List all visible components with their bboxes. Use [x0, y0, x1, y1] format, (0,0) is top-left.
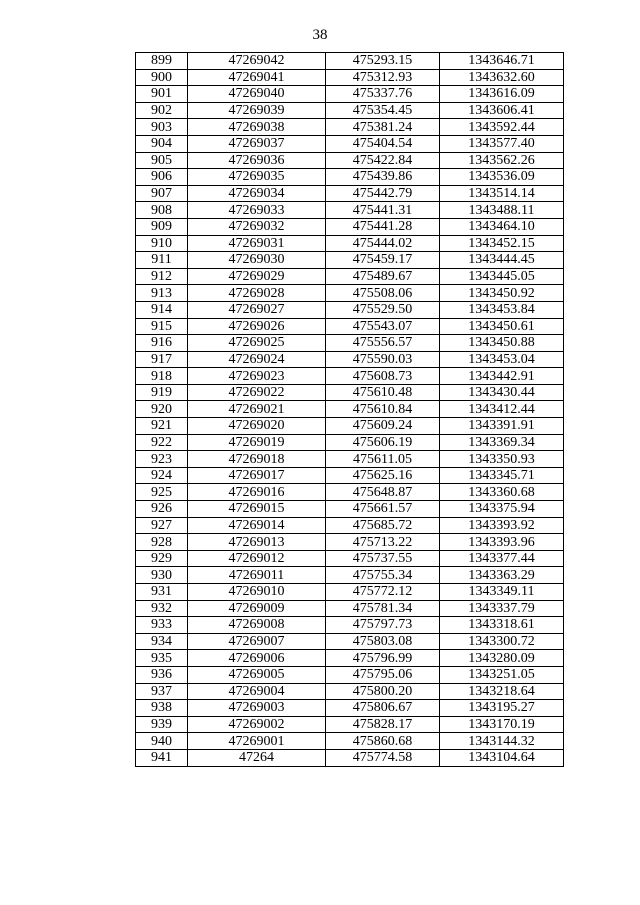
row-number-cell: 920	[136, 401, 188, 418]
y-coordinate-cell: 1343444.45	[440, 252, 564, 269]
y-coordinate-cell: 1343646.71	[440, 53, 564, 70]
row-number-cell: 932	[136, 600, 188, 617]
x-coordinate-cell: 475713.22	[326, 534, 440, 551]
point-id-cell: 47269015	[188, 501, 326, 518]
point-id-cell: 47269030	[188, 252, 326, 269]
row-number-cell: 910	[136, 235, 188, 252]
y-coordinate-cell: 1343393.96	[440, 534, 564, 551]
table-row	[136, 384, 564, 401]
x-coordinate-cell: 475685.72	[326, 517, 440, 534]
row-number-cell: 924	[136, 467, 188, 484]
y-coordinate-cell: 1343369.34	[440, 434, 564, 451]
row-number-cell: 934	[136, 633, 188, 650]
y-coordinate-cell: 1343453.04	[440, 351, 564, 368]
x-coordinate-cell: 475610.84	[326, 401, 440, 418]
x-coordinate-cell: 475444.02	[326, 235, 440, 252]
table-row	[136, 53, 564, 70]
row-number-cell: 914	[136, 301, 188, 318]
row-number-cell: 908	[136, 202, 188, 219]
table-row	[136, 451, 564, 468]
y-coordinate-cell: 1343195.27	[440, 700, 564, 717]
y-coordinate-cell: 1343562.26	[440, 152, 564, 169]
x-coordinate-cell: 475828.17	[326, 716, 440, 733]
point-id-cell: 47269036	[188, 152, 326, 169]
point-id-cell: 47269027	[188, 301, 326, 318]
coordinates-table	[135, 52, 564, 767]
table-row	[136, 733, 564, 750]
y-coordinate-cell: 1343412.44	[440, 401, 564, 418]
point-id-cell: 47269022	[188, 384, 326, 401]
table-row	[136, 550, 564, 567]
x-coordinate-cell: 475800.20	[326, 683, 440, 700]
y-coordinate-cell: 1343450.61	[440, 318, 564, 335]
y-coordinate-cell: 1343360.68	[440, 484, 564, 501]
row-number-cell: 912	[136, 268, 188, 285]
x-coordinate-cell: 475404.54	[326, 135, 440, 152]
table-row	[136, 218, 564, 235]
y-coordinate-cell: 1343363.29	[440, 567, 564, 584]
row-number-cell: 917	[136, 351, 188, 368]
y-coordinate-cell: 1343349.11	[440, 584, 564, 601]
table-row	[136, 434, 564, 451]
table-row	[136, 69, 564, 86]
table-row	[136, 335, 564, 352]
y-coordinate-cell: 1343393.92	[440, 517, 564, 534]
y-coordinate-cell: 1343464.10	[440, 218, 564, 235]
y-coordinate-cell: 1343445.05	[440, 268, 564, 285]
y-coordinate-cell: 1343391.91	[440, 418, 564, 435]
table-row	[136, 401, 564, 418]
x-coordinate-cell: 475610.48	[326, 384, 440, 401]
row-number-cell: 935	[136, 650, 188, 667]
row-number-cell: 929	[136, 550, 188, 567]
y-coordinate-cell: 1343514.14	[440, 185, 564, 202]
point-id-cell: 47269042	[188, 53, 326, 70]
x-coordinate-cell: 475556.57	[326, 335, 440, 352]
row-number-cell: 933	[136, 617, 188, 634]
x-coordinate-cell: 475441.28	[326, 218, 440, 235]
row-number-cell: 903	[136, 119, 188, 136]
page-number: 38	[312, 27, 328, 43]
y-coordinate-cell: 1343144.32	[440, 733, 564, 750]
y-coordinate-cell: 1343452.15	[440, 235, 564, 252]
row-number-cell: 906	[136, 169, 188, 186]
y-coordinate-cell: 1343350.93	[440, 451, 564, 468]
y-coordinate-cell: 1343280.09	[440, 650, 564, 667]
table-row	[136, 617, 564, 634]
table-row	[136, 301, 564, 318]
table-row	[136, 683, 564, 700]
row-number-cell: 907	[136, 185, 188, 202]
table-row	[136, 633, 564, 650]
table-row	[136, 268, 564, 285]
point-id-cell: 47269035	[188, 169, 326, 186]
row-number-cell: 927	[136, 517, 188, 534]
row-number-cell: 900	[136, 69, 188, 86]
point-id-cell: 47269037	[188, 135, 326, 152]
x-coordinate-cell: 475625.16	[326, 467, 440, 484]
y-coordinate-cell: 1343218.64	[440, 683, 564, 700]
point-id-cell: 47269008	[188, 617, 326, 634]
table-row	[136, 567, 564, 584]
point-id-cell: 47269004	[188, 683, 326, 700]
point-id-cell: 47269010	[188, 584, 326, 601]
y-coordinate-cell: 1343318.61	[440, 617, 564, 634]
table-row	[136, 534, 564, 551]
table-row	[136, 501, 564, 518]
table-row	[136, 700, 564, 717]
x-coordinate-cell: 475422.84	[326, 152, 440, 169]
point-id-cell: 47269005	[188, 666, 326, 683]
row-number-cell: 916	[136, 335, 188, 352]
row-number-cell: 931	[136, 584, 188, 601]
x-coordinate-cell: 475442.79	[326, 185, 440, 202]
point-id-cell: 47269031	[188, 235, 326, 252]
x-coordinate-cell: 475796.99	[326, 650, 440, 667]
point-id-cell: 47269034	[188, 185, 326, 202]
table-row	[136, 517, 564, 534]
row-number-cell: 902	[136, 102, 188, 119]
table-row	[136, 749, 564, 766]
table-row	[136, 152, 564, 169]
point-id-cell: 47269012	[188, 550, 326, 567]
table-row	[136, 185, 564, 202]
row-number-cell: 905	[136, 152, 188, 169]
row-number-cell: 926	[136, 501, 188, 518]
point-id-cell: 47269007	[188, 633, 326, 650]
y-coordinate-cell: 1343442.91	[440, 368, 564, 385]
point-id-cell: 47269017	[188, 467, 326, 484]
x-coordinate-cell: 475803.08	[326, 633, 440, 650]
point-id-cell: 47269020	[188, 418, 326, 435]
point-id-cell: 47269002	[188, 716, 326, 733]
point-id-cell: 47269009	[188, 600, 326, 617]
table-row	[136, 368, 564, 385]
table-row	[136, 467, 564, 484]
row-number-cell: 922	[136, 434, 188, 451]
row-number-cell: 936	[136, 666, 188, 683]
x-coordinate-cell: 475312.93	[326, 69, 440, 86]
x-coordinate-cell: 475608.73	[326, 368, 440, 385]
row-number-cell: 915	[136, 318, 188, 335]
x-coordinate-cell: 475606.19	[326, 434, 440, 451]
x-coordinate-cell: 475661.57	[326, 501, 440, 518]
x-coordinate-cell: 475543.07	[326, 318, 440, 335]
row-number-cell: 939	[136, 716, 188, 733]
x-coordinate-cell: 475781.34	[326, 600, 440, 617]
y-coordinate-cell: 1343450.88	[440, 335, 564, 352]
table-row	[136, 169, 564, 186]
x-coordinate-cell: 475590.03	[326, 351, 440, 368]
table-row	[136, 285, 564, 302]
y-coordinate-cell: 1343488.11	[440, 202, 564, 219]
row-number-cell: 899	[136, 53, 188, 70]
x-coordinate-cell: 475772.12	[326, 584, 440, 601]
x-coordinate-cell: 475439.86	[326, 169, 440, 186]
table-row	[136, 716, 564, 733]
row-number-cell: 930	[136, 567, 188, 584]
table-row	[136, 584, 564, 601]
row-number-cell: 919	[136, 384, 188, 401]
table-row	[136, 666, 564, 683]
y-coordinate-cell: 1343450.92	[440, 285, 564, 302]
y-coordinate-cell: 1343606.41	[440, 102, 564, 119]
x-coordinate-cell: 475737.55	[326, 550, 440, 567]
coordinates-table-body	[136, 53, 564, 767]
x-coordinate-cell: 475795.06	[326, 666, 440, 683]
point-id-cell: 47269001	[188, 733, 326, 750]
point-id-cell: 47269029	[188, 268, 326, 285]
x-coordinate-cell: 475648.87	[326, 484, 440, 501]
x-coordinate-cell: 475774.58	[326, 749, 440, 766]
row-number-cell: 918	[136, 368, 188, 385]
table-row	[136, 484, 564, 501]
x-coordinate-cell: 475860.68	[326, 733, 440, 750]
row-number-cell: 901	[136, 86, 188, 103]
y-coordinate-cell: 1343104.64	[440, 749, 564, 766]
table-row	[136, 318, 564, 335]
x-coordinate-cell: 475489.67	[326, 268, 440, 285]
row-number-cell: 925	[136, 484, 188, 501]
x-coordinate-cell: 475441.31	[326, 202, 440, 219]
row-number-cell: 904	[136, 135, 188, 152]
row-number-cell: 921	[136, 418, 188, 435]
point-id-cell: 47269033	[188, 202, 326, 219]
table-row	[136, 86, 564, 103]
x-coordinate-cell: 475381.24	[326, 119, 440, 136]
point-id-cell: 47269011	[188, 567, 326, 584]
point-id-cell: 47269014	[188, 517, 326, 534]
point-id-cell: 47269021	[188, 401, 326, 418]
point-id-cell: 47269041	[188, 69, 326, 86]
row-number-cell: 909	[136, 218, 188, 235]
row-number-cell: 911	[136, 252, 188, 269]
point-id-cell: 47264	[188, 749, 326, 766]
point-id-cell: 47269018	[188, 451, 326, 468]
table-row	[136, 418, 564, 435]
point-id-cell: 47269016	[188, 484, 326, 501]
table-row	[136, 202, 564, 219]
y-coordinate-cell: 1343375.94	[440, 501, 564, 518]
table-row	[136, 235, 564, 252]
point-id-cell: 47269026	[188, 318, 326, 335]
point-id-cell: 47269028	[188, 285, 326, 302]
table-row	[136, 600, 564, 617]
table-row	[136, 351, 564, 368]
y-coordinate-cell: 1343377.44	[440, 550, 564, 567]
table-row	[136, 135, 564, 152]
point-id-cell: 47269024	[188, 351, 326, 368]
point-id-cell: 47269013	[188, 534, 326, 551]
x-coordinate-cell: 475609.24	[326, 418, 440, 435]
y-coordinate-cell: 1343170.19	[440, 716, 564, 733]
x-coordinate-cell: 475293.15	[326, 53, 440, 70]
y-coordinate-cell: 1343251.05	[440, 666, 564, 683]
row-number-cell: 938	[136, 700, 188, 717]
x-coordinate-cell: 475529.50	[326, 301, 440, 318]
point-id-cell: 47269038	[188, 119, 326, 136]
point-id-cell: 47269039	[188, 102, 326, 119]
point-id-cell: 47269003	[188, 700, 326, 717]
y-coordinate-cell: 1343616.09	[440, 86, 564, 103]
table-row	[136, 102, 564, 119]
y-coordinate-cell: 1343337.79	[440, 600, 564, 617]
x-coordinate-cell: 475806.67	[326, 700, 440, 717]
row-number-cell: 940	[136, 733, 188, 750]
point-id-cell: 47269025	[188, 335, 326, 352]
point-id-cell: 47269019	[188, 434, 326, 451]
point-id-cell: 47269032	[188, 218, 326, 235]
x-coordinate-cell: 475508.06	[326, 285, 440, 302]
x-coordinate-cell: 475354.45	[326, 102, 440, 119]
x-coordinate-cell: 475755.34	[326, 567, 440, 584]
row-number-cell: 928	[136, 534, 188, 551]
point-id-cell: 47269006	[188, 650, 326, 667]
y-coordinate-cell: 1343300.72	[440, 633, 564, 650]
y-coordinate-cell: 1343632.60	[440, 69, 564, 86]
y-coordinate-cell: 1343430.44	[440, 384, 564, 401]
row-number-cell: 913	[136, 285, 188, 302]
y-coordinate-cell: 1343453.84	[440, 301, 564, 318]
y-coordinate-cell: 1343577.40	[440, 135, 564, 152]
row-number-cell: 937	[136, 683, 188, 700]
x-coordinate-cell: 475337.76	[326, 86, 440, 103]
y-coordinate-cell: 1343536.09	[440, 169, 564, 186]
y-coordinate-cell: 1343592.44	[440, 119, 564, 136]
row-number-cell: 941	[136, 749, 188, 766]
y-coordinate-cell: 1343345.71	[440, 467, 564, 484]
table-row	[136, 650, 564, 667]
point-id-cell: 47269023	[188, 368, 326, 385]
table-row	[136, 252, 564, 269]
x-coordinate-cell: 475611.05	[326, 451, 440, 468]
table-row	[136, 119, 564, 136]
point-id-cell: 47269040	[188, 86, 326, 103]
row-number-cell: 923	[136, 451, 188, 468]
x-coordinate-cell: 475797.73	[326, 617, 440, 634]
x-coordinate-cell: 475459.17	[326, 252, 440, 269]
